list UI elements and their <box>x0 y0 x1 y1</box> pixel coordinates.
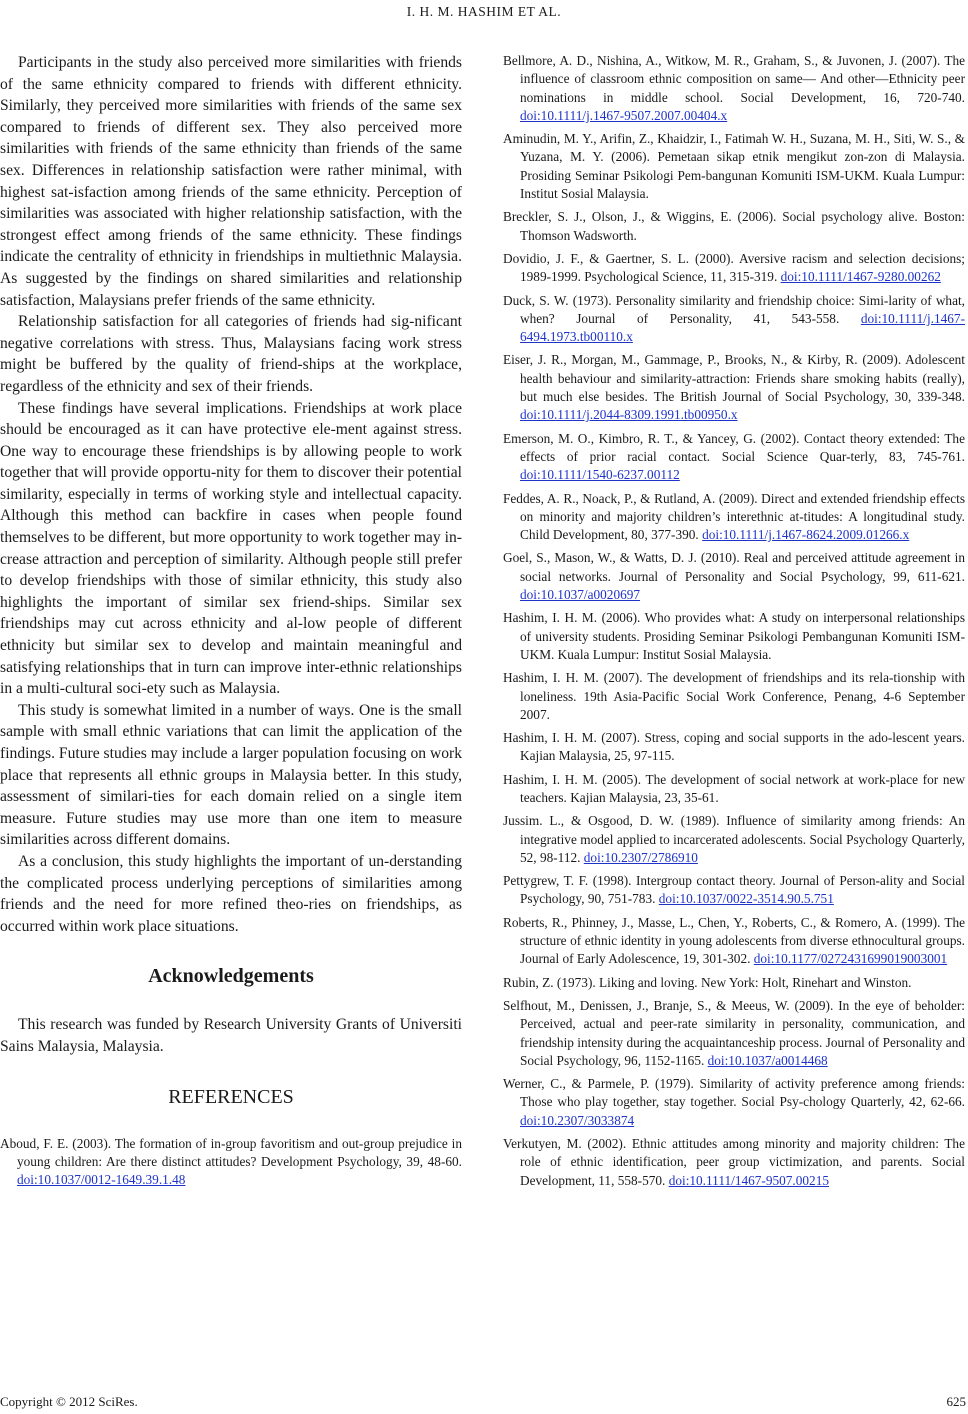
reference-entry <box>503 52 965 125</box>
reference-text: Feddes, A. R., Noack, P., & Rutland, A. (2009). Direct and extended friendship effects on minority and majority children’s interethnic at-titudes: A longitudinal study. Child Development, 80, 377-390. <box>503 490 965 543</box>
reference-text: Goel, S., Mason, W., & Watts, D. J. (2010). Real and perceived attitude agreement in social networks. Journal of Personality and Social Psychology, 99, 611-621. <box>503 550 965 584</box>
reference-text: Jussim. L., & Osgood, D. W. (1989). Influence of similarity among friends: An integrative model applied to incarcerated adolescents. Social Psychology Quarterly, 52, 98-112. <box>503 813 965 865</box>
reference-text: Selfhout, M., Denissen, J., Branje, S., & Meeus, W. (2009). In the eye of beholder: Perceived, actual and peer-rate similarity in personality, communication, and friendship intensity during the acquaintanceship process. Journal of Personality and Social Psychology, 96, 1152-1165. <box>503 997 965 1068</box>
reference-text: Hashim, I. H. M. (2005). The development of social network at work-place for new teachers. Kajian Malaysia, 23, 35-61. <box>503 771 965 805</box>
running-head: I. H. M. HASHIM ET AL. <box>406 4 562 19</box>
doi-link[interactable]: doi:10.1111/1467-9507.00215 <box>668 1172 829 1188</box>
reference-text: Werner, C., & Parmele, P. (1979). Similarity of activity preference among friends: Those who play together, stay together. Social Psy-chology Quarterly, 42, 62-66. <box>503 1076 965 1110</box>
doi-link[interactable]: doi:10.1037/0022-3514.90.5.751 <box>658 891 834 907</box>
reference-list-right <box>503 52 965 1190</box>
acknowledgements-heading: Acknowledgements <box>148 965 314 988</box>
body-paragraph: These findings have several implications. Friendships at work place should be encouraged as it can have protective ele-ment against stress. One way to encourage these friendships is by allowing people to work together that will provide opportu-nity for them to discover their potential similarity, especially in terms of working style and intellectual capacity. Although this method can backfire in cases when people found themselves to be different, but more opportunity to work together may in-crease attraction and perception of similarity. Although people still prefer to develop friendships with those of similar ethnicity, this study also highlights the important of similar sex friend-ships. Similar sex friendships may cut across ethnicity and al-low people of different ethnicity but similar sex to develop and maintain meaningful and satisfying relationships that in turn can improve inter-ethnic relationships in a multi-cultural soci-ety such as Malaysia. <box>0 399 462 698</box>
reference-text: Emerson, M. O., Kimbro, R. T., & Yancey, G. (2002). Contact theory extended: The effects of prior racial contact. Social Science Quar-terly, 83, 745-761. <box>503 430 965 464</box>
reference-text: Hashim, I. H. M. (2007). The development of friendships and its rela-tionship with loneliness. 19th Asia-Pacific Social Work Conference, Penang, 4-6 September 2007. <box>503 670 965 722</box>
reference-entry <box>503 729 965 766</box>
reference-text: Roberts, R., Phinney, J., Masse, L., Chen, Y., Roberts, C., & Romero, A. (1999). The structure of ethnic identity in young adolescents from diverse ethnocultural groups. Journal of Early Adolescence, 19, 301-302. <box>503 914 965 967</box>
body-paragraph: Relationship satisfaction for all categories of friends had sig-nificant negative correlations with stress. Thus, Malaysians facing work stress might be buffered by the quality of friend-ships at the workplace, regardless of the ethnicity and sex of their friends. <box>0 313 462 395</box>
reference-text: Breckler, S. J., Olson, J., & Wiggins, E. (2006). Social psychology alive. Boston: Thomson Wadsworth. <box>503 209 965 243</box>
body-paragraph: As a conclusion, this study highlights the important of un-derstanding the complicated process underlying perceptions of similarities among friends and the need for more refined theo-ries on friendships, as occurred within work place situations. <box>0 852 462 935</box>
reference-text: Pettygrew, T. F. (1998). Intergroup contact theory. Journal of Person-ality and Social Psychology, 90, 751-783. <box>503 873 965 907</box>
reference-list-left <box>0 1135 462 1190</box>
reference-entry <box>503 771 965 808</box>
doi-link[interactable]: doi:10.1111/j.1467-8624.2009.01266.x <box>702 527 910 543</box>
doi-link[interactable]: doi:10.1037/a0020697 <box>520 587 641 603</box>
reference-entry <box>503 812 965 867</box>
reference-entry <box>503 430 965 485</box>
doi-link[interactable]: doi:10.1111/1540-6237.00112 <box>520 467 680 483</box>
reference-text: Dovidio, J. F., & Gaertner, S. L. (2000). Aversive racism and selection decisions; 1989-1999. Psychological Science, 11, 315-319. <box>503 250 965 285</box>
reference-text: Hashim, I. H. M. (2006). Who provides what: A study on interpersonal relationships of university students. Prosiding Seminar Psikologi Pembangunan Komuniti ISM-UKM. Kuala Lumpur: Institut Sosial Malaysia. <box>503 610 965 662</box>
reference-text: Bellmore, A. D., Nishina, A., Witkow, M. R., Graham, S., & Juvonen, J. (2007). The influence of classroom ethnic composition on same— And other—Ethnicity peer nominations in middle school. Social Development, 16, 720-740. <box>503 53 965 105</box>
reference-text: Duck, S. W. (1973). Personality similarity and friendship choice: Simi-larity of what, when? Journal of Personality, 41, 543-558. <box>503 292 965 326</box>
doi-link[interactable]: doi:10.1111/j.1467-6494.1973.tb00110.x <box>520 310 965 345</box>
reference-entry <box>503 914 965 969</box>
acknowledgements-text: This research was funded by Research University Grants of Universiti Sains Malaysia, Malaysia. <box>0 1016 462 1055</box>
reference-entry <box>503 250 965 287</box>
reference-entry <box>503 974 965 992</box>
doi-link[interactable]: doi:10.2307/3033874 <box>520 1112 635 1128</box>
reference-entry <box>503 609 965 664</box>
reference-entry <box>503 872 965 909</box>
reference-entry <box>503 1135 965 1190</box>
doi-link[interactable]: doi:10.1037/a0014468 <box>707 1052 828 1068</box>
reference-entry <box>503 669 965 724</box>
reference-text: Rubin, Z. (1973). Liking and loving. New York: Holt, Rinehart and Winston. <box>503 974 912 990</box>
doi-link[interactable]: doi:10.1037/0012-1649.39.1.48 <box>17 1172 186 1188</box>
right-column <box>503 52 965 1195</box>
reference-text: Aboud, F. E. (2003). The formation of in-group favoritism and out-group prejudice in young children: Are there distinct attitudes? Development Psychology, 39, 48-60. <box>0 1135 462 1169</box>
reference-entry <box>503 130 965 203</box>
reference-entry <box>503 292 965 347</box>
doi-link[interactable]: doi:10.2307/2786910 <box>583 849 698 865</box>
copyright-notice: Copyright © 2012 SciRes. <box>0 1394 138 1409</box>
doi-link[interactable]: doi:10.1177/0272431699019003001 <box>753 951 948 967</box>
doi-link[interactable]: doi:10.1111/j.2044-8309.1991.tb00950.x <box>520 407 738 423</box>
reference-entry <box>503 351 965 424</box>
reference-text: Aminudin, M. Y., Arifin, Z., Khaidzir, I., Fatimah W. H., Suzana, M. H., Siti, W. S., & Yuzana, M. Y. (2006). Pemetaan sikap etnik mengikut zon-zon di Malaysia. Prosiding Seminar Psikologi Pem-bangunan Komuniti ISM-UKM. Kuala Lumpur: Institut Sosial Malaysia. <box>503 131 965 202</box>
body-paragraph: This study is somewhat limited in a number of ways. One is the small sample with small ethnic variations that can limit the application of the findings. Future studies may include a larger population focusing on work place that represents all ethnic groups in Malaysia better. In this study, assessment of similari-ties for each domain relied on a single item measure. Future studies may use more than one item to measure similarities across different domains. <box>0 701 462 849</box>
doi-link[interactable]: doi:10.1111/j.1467-9507.2007.00404.x <box>520 107 728 123</box>
page-number: 625 <box>946 1394 966 1409</box>
reference-entry <box>503 1075 965 1130</box>
reference-text: Hashim, I. H. M. (2007). Stress, coping and social supports in the ado-lescent years. Kajian Malaysia, 25, 97-115. <box>503 730 965 764</box>
reference-entry <box>503 997 965 1070</box>
doi-link[interactable]: doi:10.1111/1467-9280.00262 <box>780 269 941 285</box>
reference-text: Verkutyen, M. (2002). Ethnic attitudes among minority and majority children: The role of ethnic identification, peer group victimization, and parents. Social Development, 11, 558-570. <box>503 1136 965 1188</box>
reference-entry <box>503 208 965 245</box>
reference-entry <box>503 490 965 545</box>
reference-entry <box>503 549 965 604</box>
left-column <box>0 52 462 1194</box>
reference-entry <box>0 1135 462 1190</box>
reference-text: Eiser, J. R., Morgan, M., Gammage, P., Brooks, N., & Kirby, R. (2009). Adolescent health behaviour and similarity-attraction: Friends share smoking habits (really), but much else besides. The British Journal of Social Psychology, 30, 339-348. <box>503 352 965 405</box>
body-paragraph: Participants in the study also perceived more similarities with friends of the same ethnicity compared to friends with different ethnicity. Similarly, they perceived more similarities with friends of the same sex compared to friends of different sex. They also perceived more similarities with friends of the same ethnicity than friends of the same sex. Differences in relationship satisfaction were rather minimal, with highest sat-isfaction among friends of the same ethnicity. Perception of similarities was associated with higher relationship satisfaction, with the strongest effect among friends of the same ethnicity. These findings indicate the centrality of ethnicity in friendships in multiethnic Malaysia. As suggested by the findings on shared similarities and relationship satisfaction, Malaysians prefer friends of the same ethnicity. <box>0 54 462 309</box>
references-heading: REFERENCES <box>168 1085 294 1108</box>
